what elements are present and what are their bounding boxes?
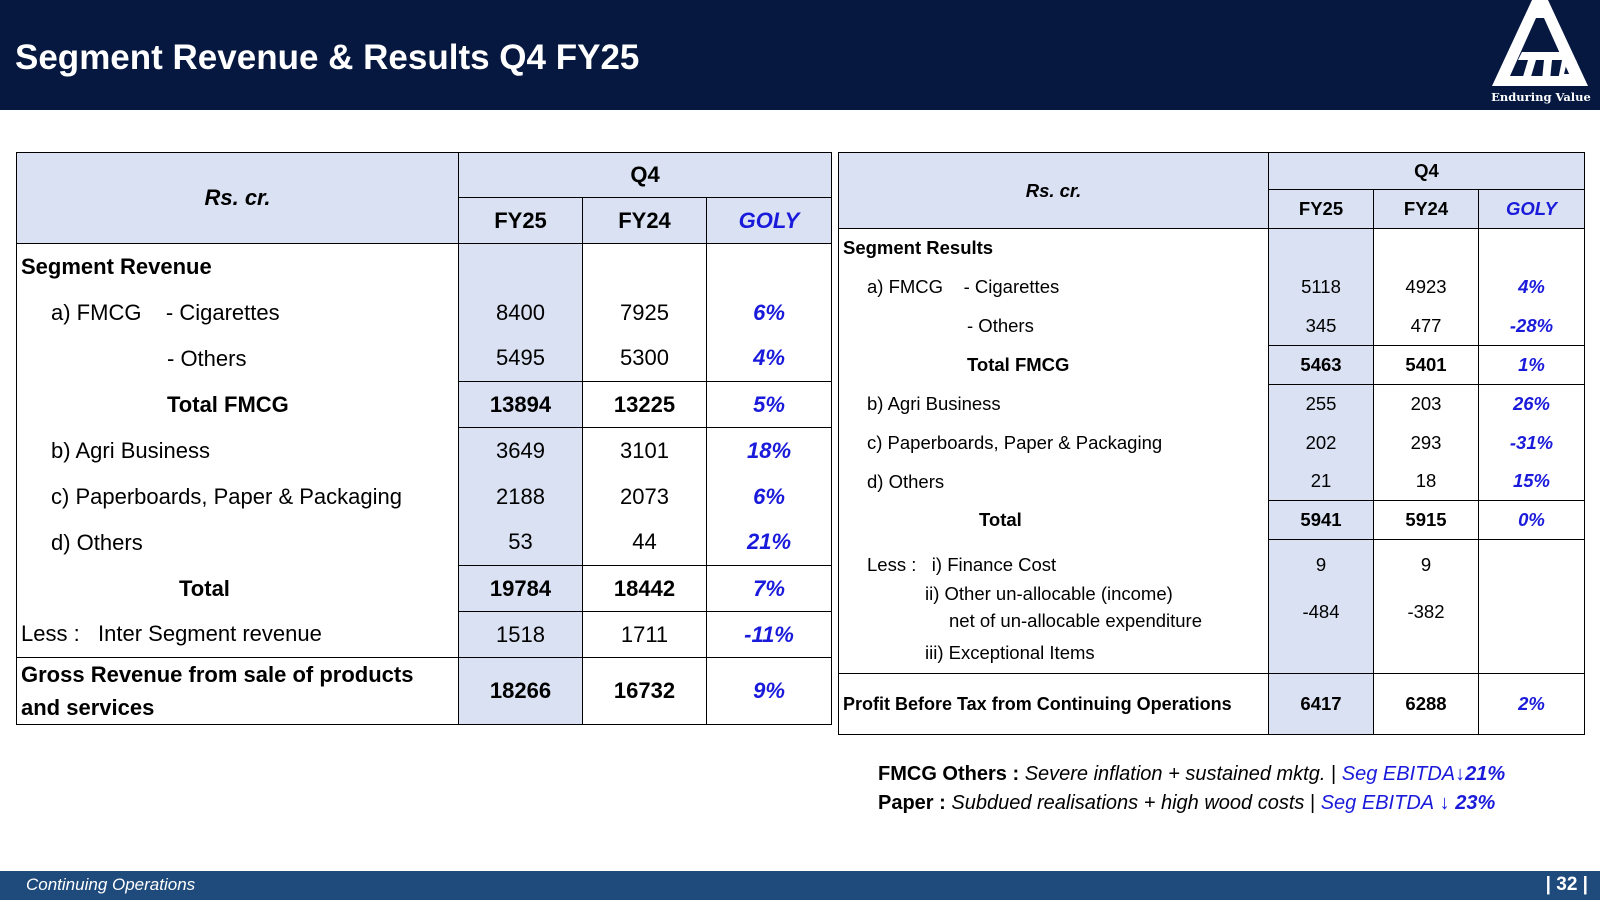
page-title: Segment Revenue & Results Q4 FY25 [15, 38, 640, 77]
row-label: c) Paperboards, Paper & Packaging [17, 474, 459, 520]
goly-cell: 5% [707, 382, 832, 428]
unit-header: Rs. cr. [839, 153, 1269, 229]
table-row [17, 658, 832, 725]
goly-cell [707, 244, 832, 290]
table-row [839, 424, 1585, 463]
period-header: Q4 [1269, 153, 1585, 190]
fy25-cell: 9 -484 [1269, 540, 1374, 674]
fy24-cell: 6288 [1374, 674, 1479, 735]
row-label: a) FMCG - Cigarettes [839, 268, 1269, 307]
header-bar [0, 0, 1600, 110]
fy25-cell: 5941 [1269, 501, 1374, 540]
fy25-cell: 18266 [459, 658, 583, 725]
row-label: d) Others [839, 463, 1269, 501]
row-label: Total [839, 501, 1269, 540]
row-label: Less : i) Finance Cost [867, 553, 1057, 575]
goly-cell: 4% [707, 336, 832, 382]
col-fy24-header: FY24 [583, 198, 707, 244]
row-label: - Others [17, 336, 459, 382]
fy24-cell: 5300 [583, 336, 707, 382]
footer-text: Continuing Operations [26, 875, 196, 894]
goly-cell: 26% [1479, 385, 1585, 424]
fy24-cell: 5401 [1374, 346, 1479, 385]
row-label: iii) Exceptional Items [925, 641, 1095, 663]
row-label: Less : Inter Segment revenue [17, 612, 459, 658]
fy25-cell [459, 244, 583, 290]
fy24-cell: 16732 [583, 658, 707, 725]
fy24-cell: 44 [583, 520, 707, 566]
row-label: b) Agri Business [17, 428, 459, 474]
table-row [839, 346, 1585, 385]
row-label: c) Paperboards, Paper & Packaging [839, 424, 1269, 463]
section-label: Segment Results [839, 229, 1269, 268]
table-row [839, 385, 1585, 424]
table-row [839, 540, 1585, 674]
fy25-cell: 1518 [459, 612, 583, 658]
goly-cell: 2% [1479, 674, 1585, 735]
table-row [17, 336, 832, 382]
fy25-cell: 21 [1269, 463, 1374, 501]
less-block [839, 540, 1269, 674]
footer-bar [0, 871, 1600, 900]
fy24-cell: 5915 [1374, 501, 1479, 540]
fy25-cell [1269, 229, 1374, 268]
table-row [839, 463, 1585, 501]
fy25-cell: 3649 [459, 428, 583, 474]
table-row [839, 268, 1585, 307]
table-row [17, 474, 832, 520]
fy24-cell: 3101 [583, 428, 707, 474]
fy24-cell: 18 [1374, 463, 1479, 501]
row-label: Total FMCG [839, 346, 1269, 385]
table-row [17, 428, 832, 474]
table-row [839, 501, 1585, 540]
col-fy24-header: FY24 [1374, 190, 1479, 229]
col-fy25-header: FY25 [459, 198, 583, 244]
goly-cell: 18% [707, 428, 832, 474]
segment-results-table [838, 152, 1585, 735]
fy25-cell: 19784 [459, 566, 583, 612]
goly-cell: 6% [707, 474, 832, 520]
row-label: - Others [839, 307, 1269, 346]
fy24-cell: 293 [1374, 424, 1479, 463]
fy24-cell: 18442 [583, 566, 707, 612]
fy25-cell: 6417 [1269, 674, 1374, 735]
fy24-cell: 477 [1374, 307, 1479, 346]
fy24-cell: 203 [1374, 385, 1479, 424]
goly-cell [1479, 540, 1585, 674]
col-fy25-header: FY25 [1269, 190, 1374, 229]
note-paper: Paper : Subdued realisations + high wood costs | Seg EBITDA ↓ 23% [878, 792, 1496, 814]
row-label: Gross Revenue from sale of products and services [17, 658, 459, 725]
row-label: Total FMCG [17, 382, 459, 428]
goly-cell: 21% [707, 520, 832, 566]
table-row [17, 612, 832, 658]
table-row [839, 307, 1585, 346]
col-goly-header: GOLY [707, 198, 832, 244]
goly-cell: 0% [1479, 501, 1585, 540]
goly-cell: 15% [1479, 463, 1585, 501]
table-row [17, 520, 832, 566]
row-label: Total [17, 566, 459, 612]
segment-revenue-table [16, 152, 832, 725]
row-label: ii) Other un-allocable (income) [925, 582, 1173, 604]
fy24-cell [583, 244, 707, 290]
goly-cell: 1% [1479, 346, 1585, 385]
table-row [839, 674, 1585, 735]
itc-logo-icon [1492, 0, 1588, 90]
goly-cell [1479, 229, 1585, 268]
fy25-cell: 5118 [1269, 268, 1374, 307]
goly-cell: 4% [1479, 268, 1585, 307]
fy25-cell: 8400 [459, 290, 583, 336]
row-label: d) Others [17, 520, 459, 566]
unit-header: Rs. cr. [17, 153, 459, 244]
fy24-cell: 4923 [1374, 268, 1479, 307]
section-label: Segment Revenue [17, 244, 459, 290]
row-label: a) FMCG - Cigarettes [17, 290, 459, 336]
goly-cell: -31% [1479, 424, 1585, 463]
fy25-cell: 2188 [459, 474, 583, 520]
fy24-cell: 7925 [583, 290, 707, 336]
goly-cell: 7% [707, 566, 832, 612]
row-label: Profit Before Tax from Continuing Operations [839, 674, 1269, 735]
fy24-cell: 13225 [583, 382, 707, 428]
logo-tagline: Enduring Value [1491, 90, 1591, 104]
down-arrow-icon: ↓ [1455, 763, 1466, 785]
fy25-cell: 53 [459, 520, 583, 566]
col-goly-header: GOLY [1479, 190, 1585, 229]
down-arrow-icon: ↓ [1439, 792, 1450, 814]
period-header: Q4 [459, 153, 832, 198]
page-number: | 32 | [1545, 874, 1588, 895]
goly-cell: 6% [707, 290, 832, 336]
goly-cell: -28% [1479, 307, 1585, 346]
fy24-cell: 9 -382 [1374, 540, 1479, 674]
fy24-cell: 1711 [583, 612, 707, 658]
fy25-cell: 255 [1269, 385, 1374, 424]
fy25-cell: 5463 [1269, 346, 1374, 385]
table-row [17, 566, 832, 612]
row-label-cont: net of un-allocable expenditure [949, 609, 1203, 631]
commentary-notes [878, 760, 1505, 818]
table-row [17, 382, 832, 428]
fy24-cell: 2073 [583, 474, 707, 520]
row-label: b) Agri Business [839, 385, 1269, 424]
note-fmcg-others: FMCG Others : Severe inflation + sustained mktg. | Seg EBITDA↓21% [878, 763, 1506, 785]
fy25-cell: 13894 [459, 382, 583, 428]
fy25-cell: 5495 [459, 336, 583, 382]
fy24-cell [1374, 229, 1479, 268]
fy25-cell: 345 [1269, 307, 1374, 346]
fy25-cell: 202 [1269, 424, 1374, 463]
goly-cell: -11% [707, 612, 832, 658]
table-row [17, 290, 832, 336]
goly-cell: 9% [707, 658, 832, 725]
logo [1488, 0, 1594, 108]
